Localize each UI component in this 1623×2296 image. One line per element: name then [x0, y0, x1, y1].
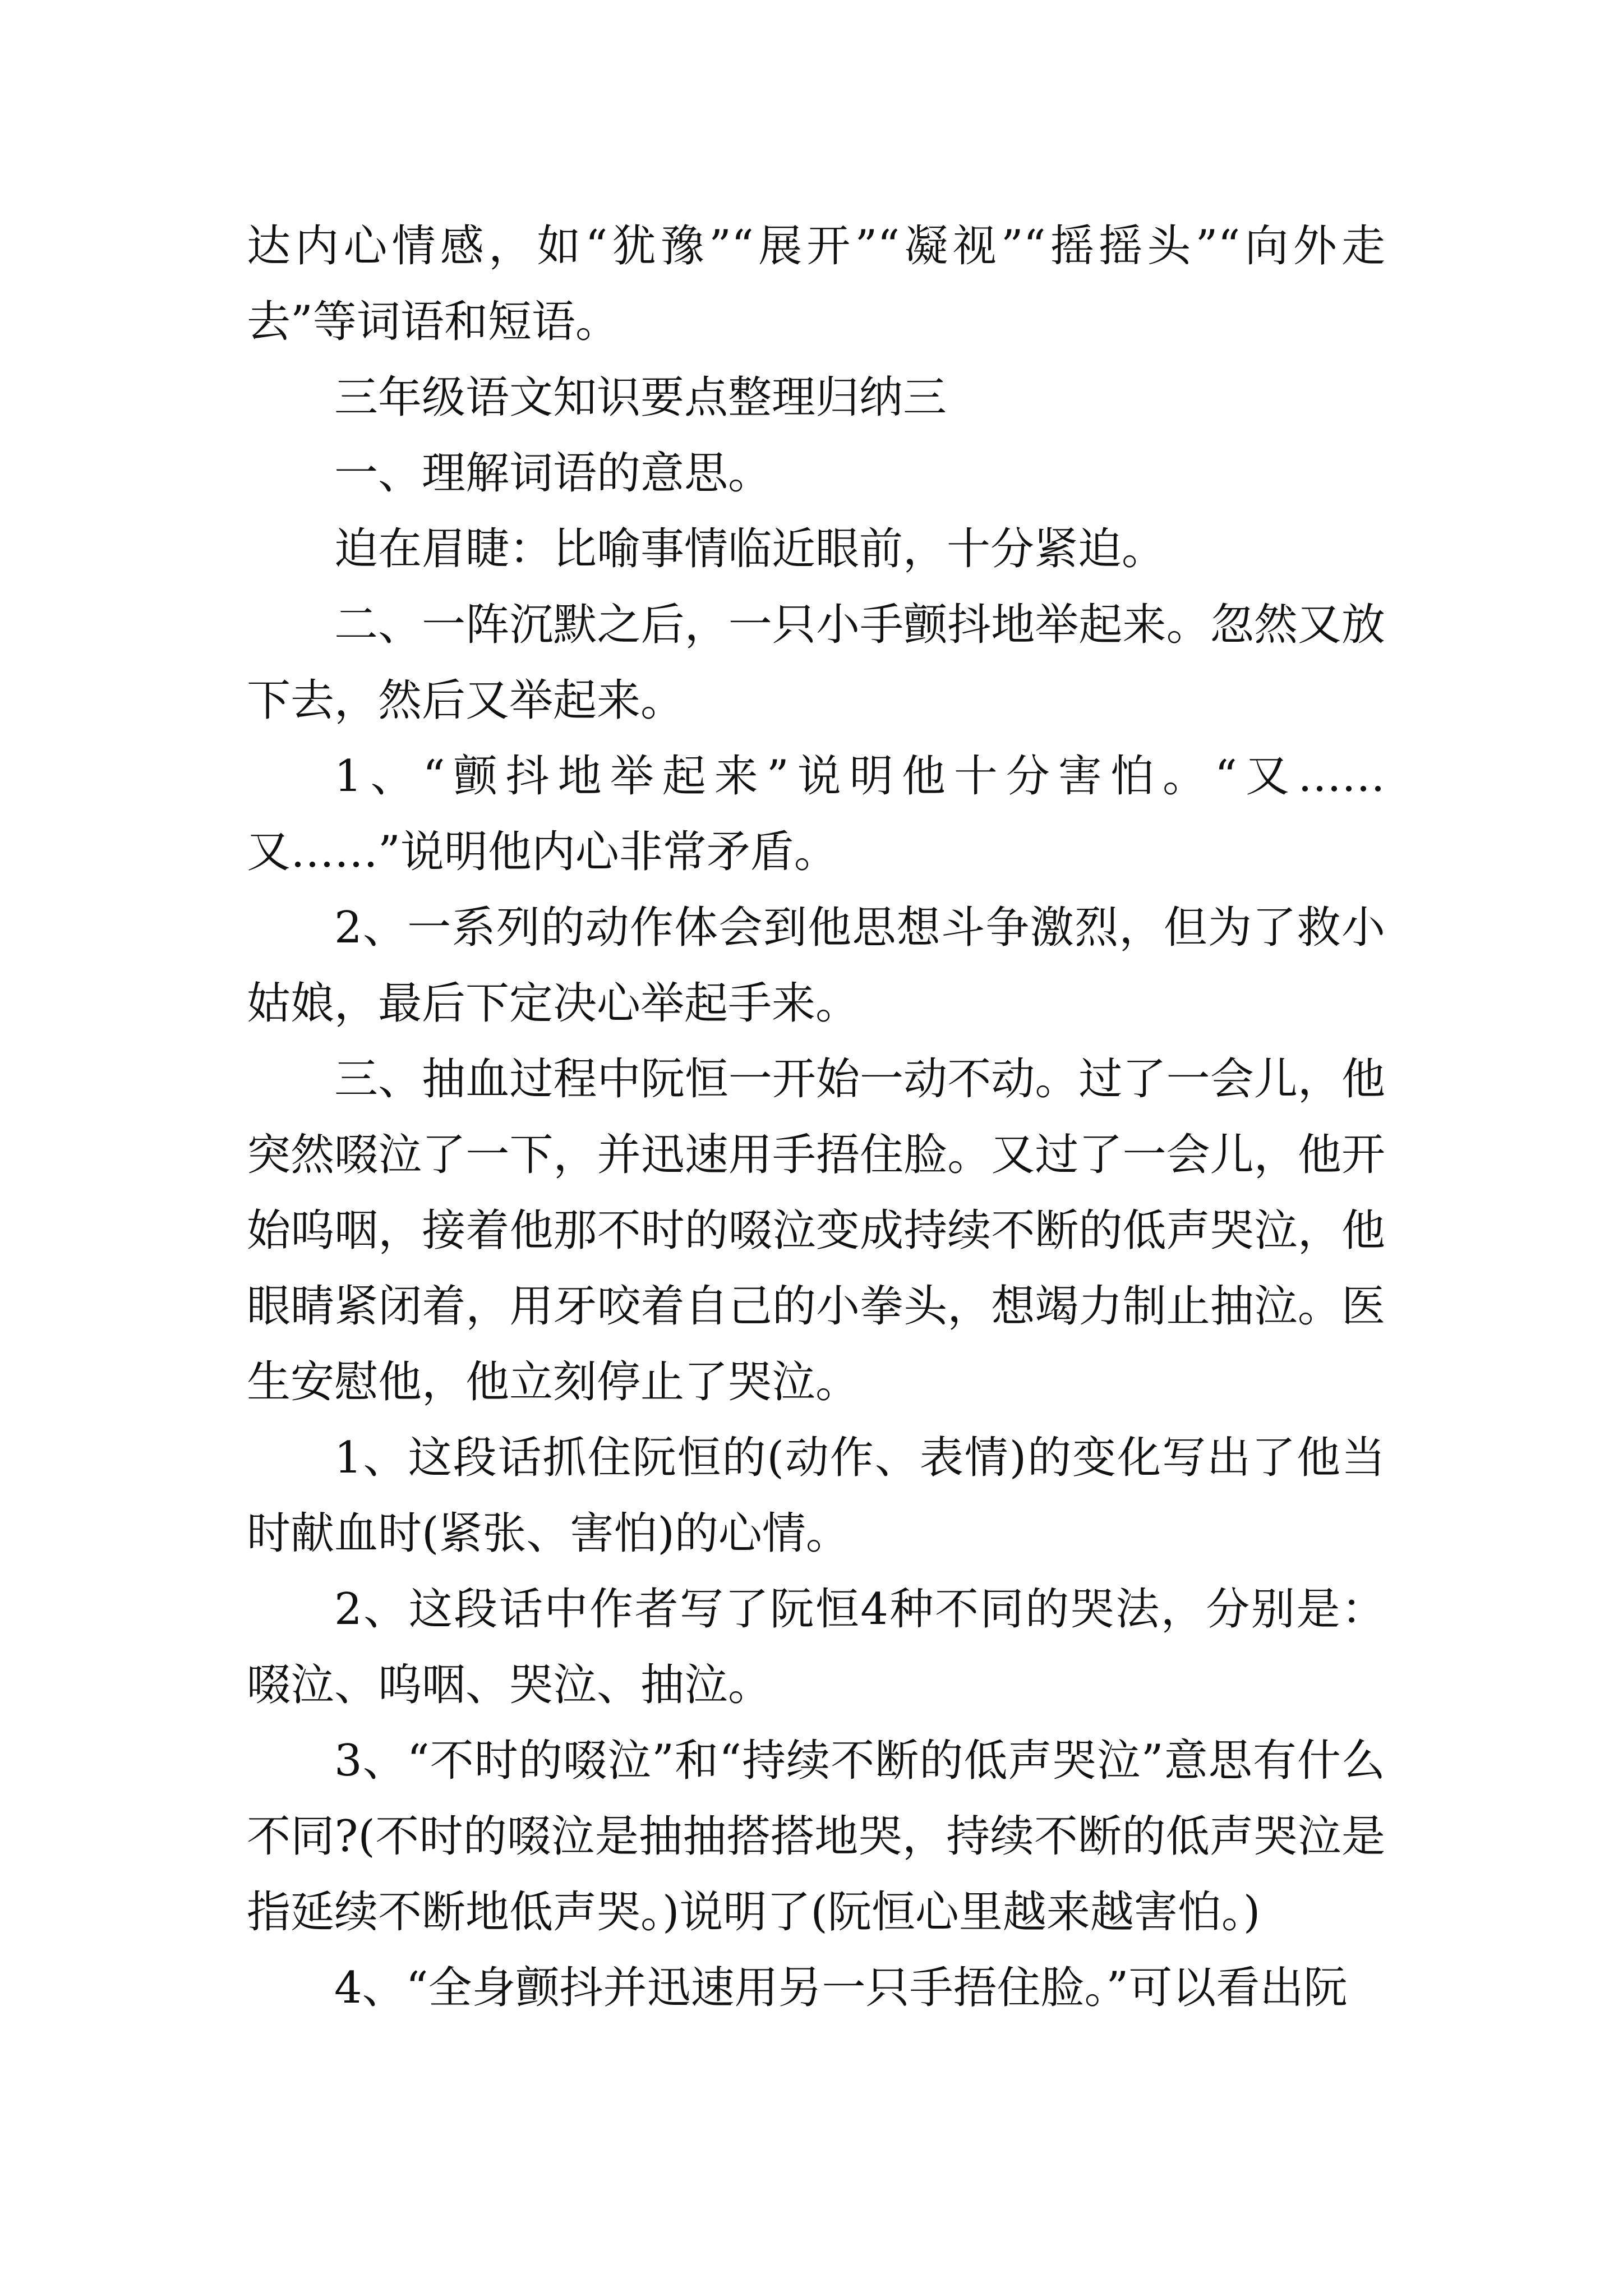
document-body: [247, 209, 1385, 2026]
paragraph-continued: 达内心情感，如“犹豫”“展开”“凝视”“摇摇头”“向外走去”等词语和短语。: [247, 221, 1385, 347]
paragraph: 二、一阵沉默之后，一只小手颤抖地举起来。忽然又放下去，然后又举起来。: [247, 600, 1385, 726]
paragraph: 迫在眉睫：比喻事情临近眼前，十分紧迫。: [334, 524, 1166, 574]
section-heading: 三年级语文知识要点整理归纳三: [334, 372, 947, 423]
paragraph: 2、这段话中作者写了阮恒4种不同的哭法，分别是：啜泣、呜咽、哭泣、抽泣。: [247, 1584, 1385, 1710]
paragraph: 3、“不时的啜泣”和“持续不断的低声哭泣”意思有什么不同?(不时的啜泣是抽抽搭搭地哭，持续不断的低声哭泣是指延续不断地低声哭。)说明了(阮恒心里越来越害怕。): [247, 1736, 1385, 1938]
paragraph: 1、“颤抖地举起来”说明他十分害怕。“又……又……”说明他内心非常矛盾。: [247, 751, 1385, 877]
paragraph: 4、“全身颤抖并迅速用另一只手捂住脸。”可以看出阮: [334, 1963, 1348, 2013]
paragraph: 1、这段话抓住阮恒的(动作、表情)的变化写出了他当时献血时(紧张、害怕)的心情。: [247, 1433, 1385, 1559]
paragraph: 三、抽血过程中阮恒一开始一动不动。过了一会儿，他突然啜泣了一下，并迅速用手捂住脸。又过了一会儿，他开始呜咽，接着他那不时的啜泣变成持续不断的低声哭泣，他眼睛紧闭着，用牙咬着自己的小拳头，想竭力制止抽泣。医生安慰他，他立刻停止了哭泣。: [247, 1054, 1385, 1407]
paragraph: 2、一系列的动作体会到他思想斗争激烈，但为了救小姑娘，最后下定决心举起手来。: [247, 903, 1385, 1029]
paragraph: 一、理解词语的意思。: [334, 448, 772, 499]
